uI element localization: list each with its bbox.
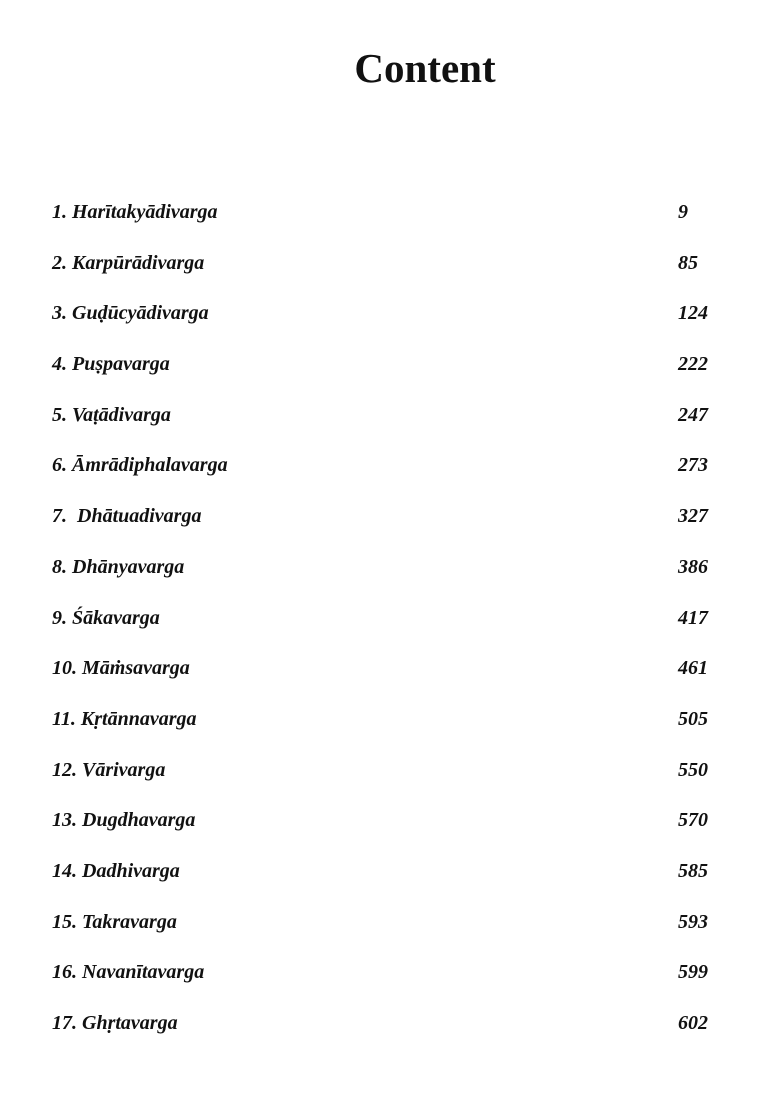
toc-entry [52, 759, 732, 810]
toc-entry-page: 461 [678, 657, 708, 680]
page-title: Content [354, 45, 496, 91]
toc-entry-title: 4. Puṣpavarga [52, 353, 170, 376]
toc-entry-title: 9. Śākavarga [52, 606, 160, 629]
toc-entry-title: 1. Harītakyādivarga [52, 201, 218, 223]
toc-entry [52, 454, 732, 505]
toc-entry-title: 14. Dadhivarga [52, 859, 180, 882]
toc-entry-title: 8. Dhānyavarga [52, 555, 185, 578]
toc-entry-title: 15. Takravarga [52, 910, 177, 933]
toc-entry-page: 273 [678, 454, 708, 477]
toc-entry-title: 17. Ghṛtavarga [52, 1012, 178, 1034]
toc-entry-title: 6. Āmrādiphalavarga [52, 454, 228, 477]
toc-entry-page: 505 [678, 707, 708, 730]
toc-entry-title: 7. Dhātuadivarga [52, 505, 202, 528]
toc-entry [52, 556, 732, 607]
toc-entry [52, 657, 732, 708]
toc-entry-title: 2. Karpūrādivarga [52, 251, 205, 274]
toc-entry [52, 911, 732, 962]
toc-entry [52, 404, 732, 455]
toc-entry [52, 302, 732, 353]
toc-entry-page: 593 [678, 910, 708, 933]
toc-entry [52, 1012, 732, 1063]
toc-entry-page: 570 [678, 809, 708, 832]
toc-entry-title: 3. Guḍūcyādivarga [52, 302, 209, 325]
toc-entry [52, 252, 732, 303]
toc-entry-title: 5. Vaṭādivarga [52, 403, 171, 426]
toc-entry [52, 809, 732, 860]
toc-entry [52, 860, 732, 911]
toc-entry-page: 247 [678, 403, 708, 426]
toc-entry-title: 11. Kṛtānnavarga [52, 707, 197, 730]
toc-entry-title: 16. Navanītavarga [52, 961, 205, 984]
toc-entry-page: 85 [678, 251, 698, 274]
toc-entry-page: 327 [678, 505, 708, 528]
toc-entry-title: 13. Dugdhavarga [52, 809, 196, 832]
toc-entry-page: 222 [678, 353, 708, 376]
toc-entry-page: 550 [678, 758, 708, 781]
toc-entry-title: 12. Vārivarga [52, 758, 166, 781]
toc-entry-page: 417 [678, 606, 708, 629]
toc-entry [52, 961, 732, 1012]
toc-entry [52, 607, 732, 658]
toc-entry-page: 124 [678, 302, 708, 325]
toc-entry-page: 585 [678, 859, 708, 882]
toc-entry [52, 708, 732, 759]
toc-entry [52, 201, 732, 252]
toc-entry [52, 353, 732, 404]
table-of-contents [52, 201, 732, 1063]
toc-entry [52, 505, 732, 556]
toc-entry-title: 10. Māṁsavarga [52, 657, 190, 680]
toc-entry-page: 602 [678, 1012, 708, 1034]
toc-entry-page: 599 [678, 961, 708, 984]
toc-entry-page: 9 [678, 201, 688, 223]
toc-entry-page: 386 [678, 555, 708, 578]
